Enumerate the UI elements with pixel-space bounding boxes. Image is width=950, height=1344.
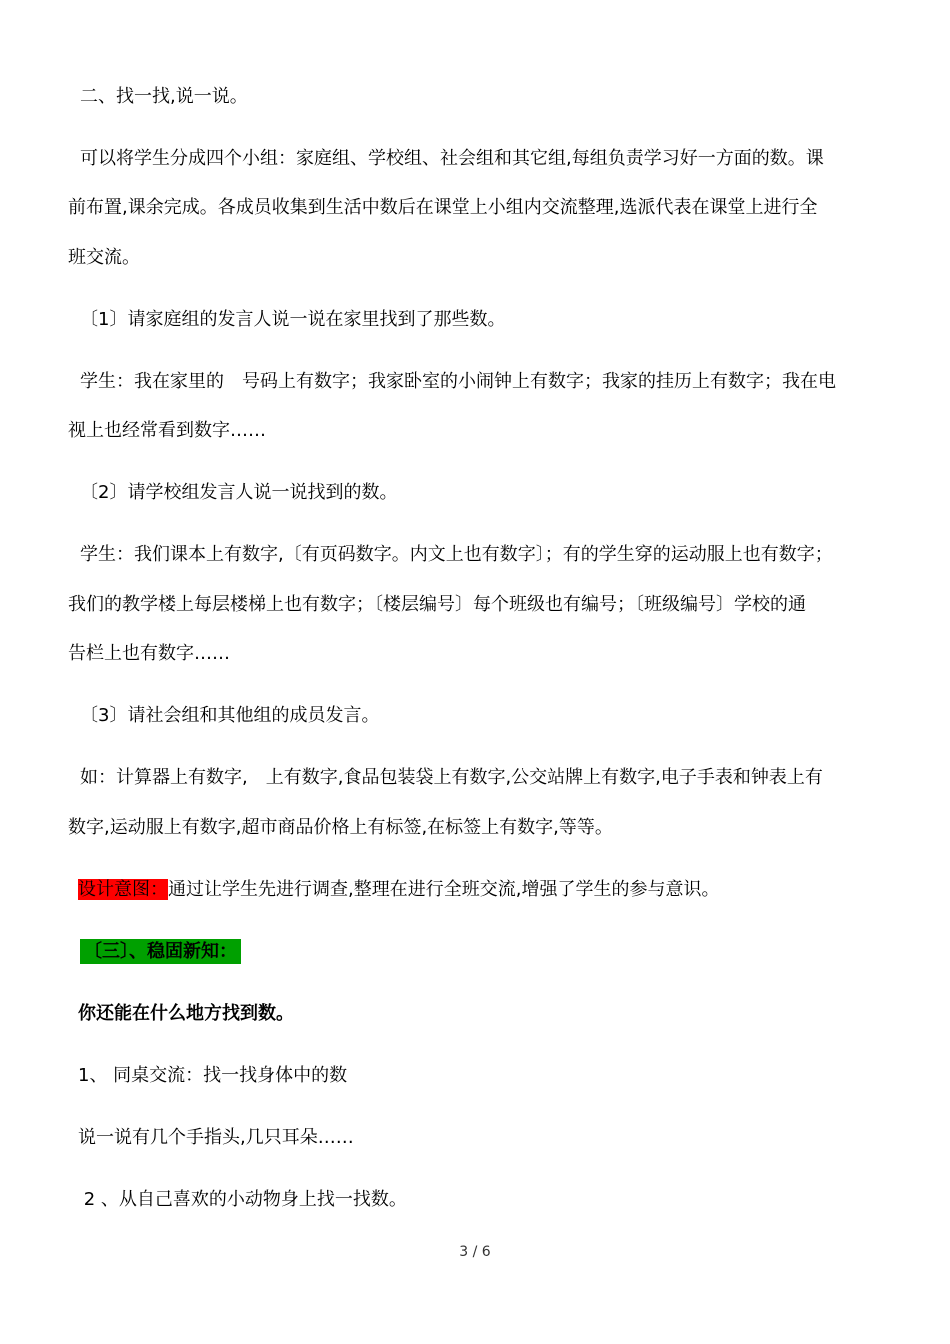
paragraph-line: 班交流。	[68, 247, 140, 268]
paragraph-line: 如：计算器上有数字, 上有数字,食品包装袋上有数字,公交站牌上有数字,电子手表和钟表上有	[80, 767, 823, 788]
paragraph-line: 〔1〕请家庭组的发言人说一说在家里找到了那些数。	[80, 309, 506, 330]
design-intent-line	[78, 877, 908, 903]
design-intent-text: 通过让学生先进行调查,整理在进行全班交流,增强了学生的参与意识。	[168, 879, 720, 900]
paragraph-line: 数字,运动服上有数字,超市商品价格上有标签,在标签上有数字,等等。	[68, 817, 613, 838]
paragraph-line: 学生：我们课本上有数字,〔有页码数字。内文上也有数字〕；有的学生穿的运动服上也有数字；	[80, 544, 833, 565]
paragraph-line: 我们的教学楼上每层楼梯上也有数字；〔楼层编号〕每个班级也有编号；〔班级编号〕学校的通	[68, 594, 806, 615]
section-heading-line	[80, 939, 910, 965]
list-item: 2 、从自己喜欢的小动物身上找一找数。	[78, 1189, 407, 1210]
bold-question: 你还能在什么地方找到数。	[78, 1003, 294, 1024]
section-title: 二、找一找,说一说。	[80, 86, 248, 107]
design-intent-label: 设计意图：	[78, 879, 168, 900]
paragraph-line: 可以将学生分成四个小组：家庭组、学校组、社会组和其它组,每组负责学习好一方面的数。课	[80, 148, 824, 169]
list-item: 1、 同桌交流：找一找身体中的数	[78, 1065, 348, 1086]
paragraph-line: 〔2〕请学校组发言人说一说找到的数。	[80, 482, 398, 503]
page-number: 3 / 6	[459, 1244, 491, 1260]
paragraph-line: 〔3〕请社会组和其他组的成员发言。	[80, 705, 380, 726]
paragraph-line: 前布置,课余完成。各成员收集到生活中数后在课堂上小组内交流整理,选派代表在课堂上进行全	[68, 197, 818, 218]
paragraph-line: 告栏上也有数字……	[68, 643, 230, 664]
section-heading: 〔三〕、稳固新知：	[80, 939, 241, 964]
paragraph-line: 学生：我在家里的 号码上有数字；我家卧室的小闹钟上有数字；我家的挂历上有数字；我在电	[80, 371, 836, 392]
paragraph-line: 视上也经常看到数字……	[68, 420, 266, 441]
list-item: 说一说有几个手指头,几只耳朵……	[78, 1127, 354, 1148]
